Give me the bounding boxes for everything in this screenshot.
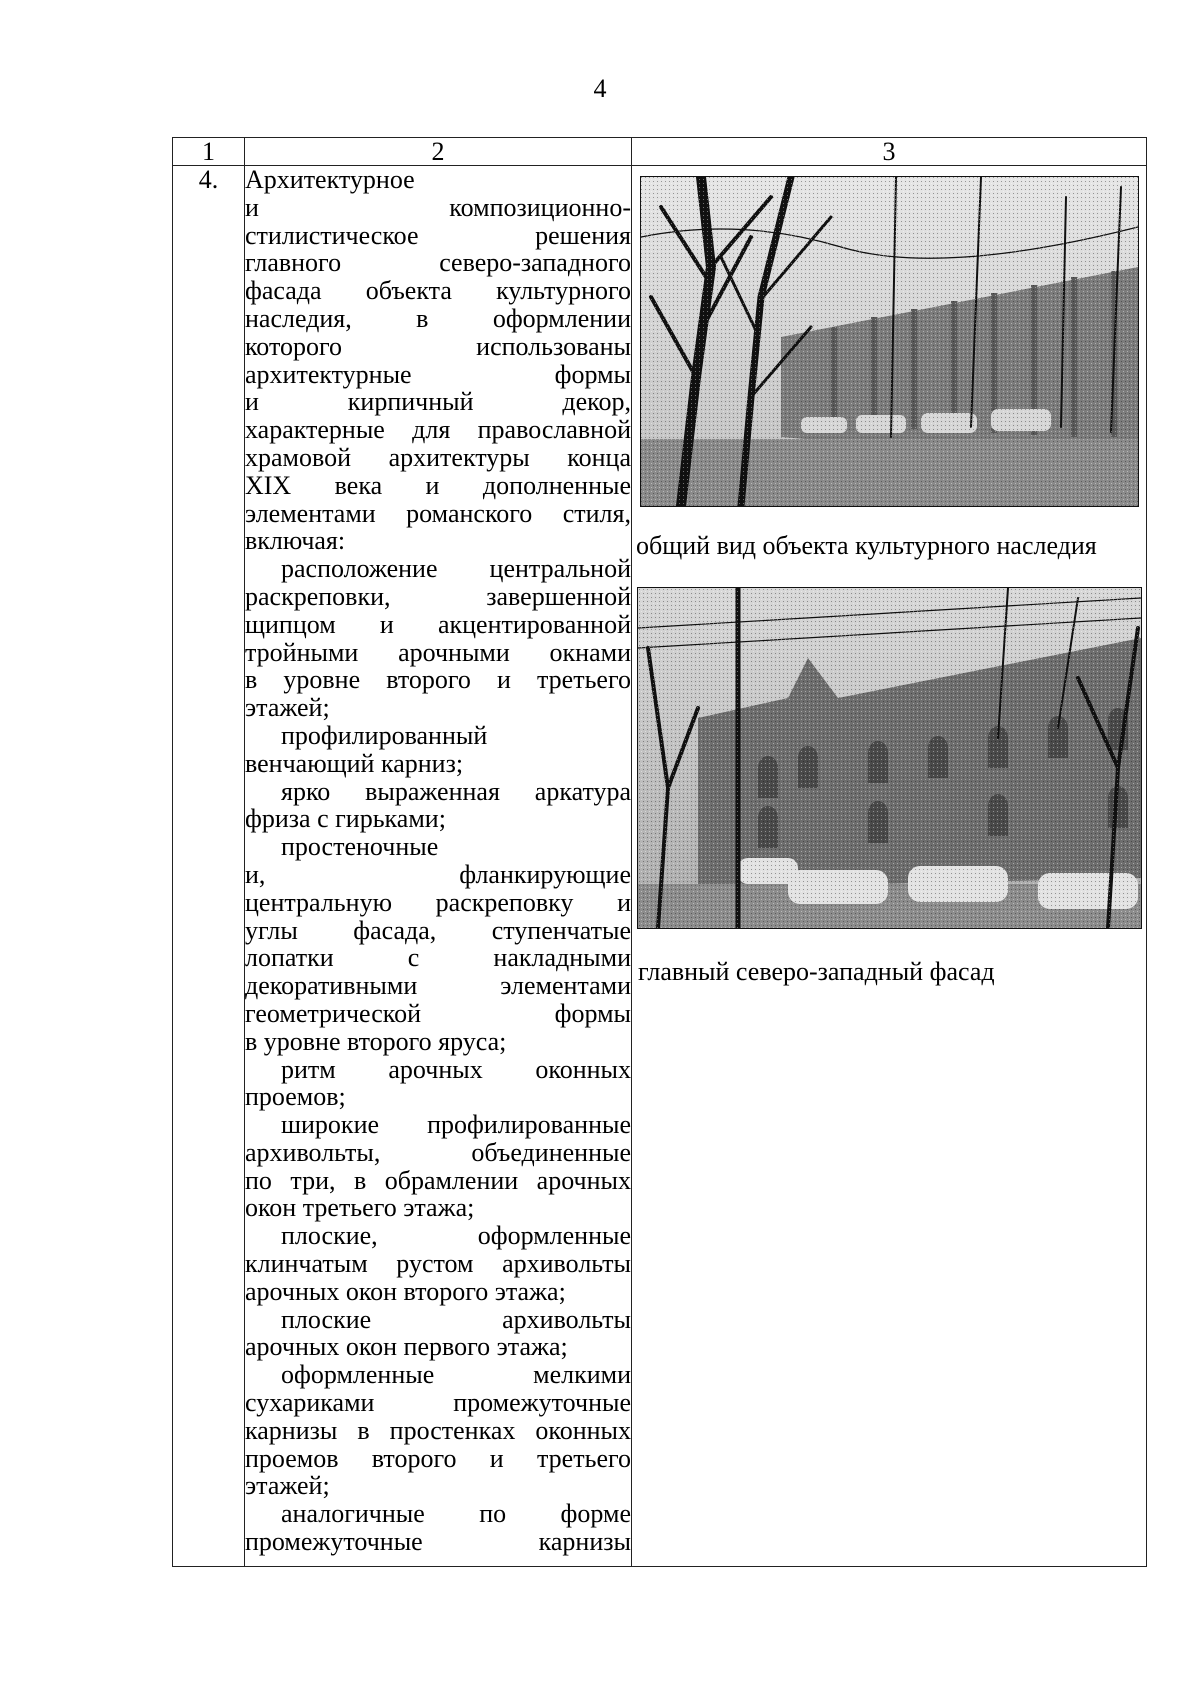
table-header-row (173, 138, 1147, 166)
description-cell (245, 166, 632, 1567)
description-line: лопатки с накладными (245, 943, 631, 973)
description-line: проемов второго и третьего (245, 1443, 631, 1473)
description-line: по три, в обрамлении арочных (245, 1165, 631, 1195)
description-line: архитектурные формы (245, 359, 631, 389)
description-line: профилированный (281, 720, 488, 750)
description-line: храмовой архитектуры конца (245, 442, 631, 472)
description-line: этажей; (245, 693, 330, 723)
general-view-photo (640, 176, 1139, 507)
description-line: клинчатым рустом архивольты (245, 1249, 631, 1279)
column-header-3: 3 (632, 138, 1147, 166)
description-line: арочных окон первого этажа; (245, 1332, 568, 1362)
column-header-2: 2 (245, 138, 632, 166)
description-line: плоские архивольты (281, 1304, 631, 1334)
description-line: проемов; (245, 1082, 346, 1112)
description-line: плоские, оформленные (281, 1221, 631, 1251)
description-line: щипцом и акцентированной (245, 609, 631, 639)
description-line: простеночные (281, 832, 439, 862)
description-line: элементами романского стиля, (245, 498, 631, 528)
description-line: расположение центральной (281, 554, 631, 584)
description-line: раскреповки, завершенной (245, 581, 631, 611)
description-line: этажей; (245, 1471, 330, 1501)
main-facade-photo (637, 587, 1142, 929)
description-line: фриза с гирьками; (245, 804, 446, 834)
row-number: 4. (173, 166, 245, 1567)
description-line: наследия, в оформлении (245, 303, 631, 333)
description-line: декоративными элементами (245, 971, 631, 1001)
description-line: венчающий карниз; (245, 748, 464, 778)
heritage-table (172, 137, 1147, 1567)
description-line: и, фланкирующие (245, 859, 631, 889)
description-line: в уровне второго и третьего (245, 665, 631, 695)
description-line: архивольты, объединенные (245, 1137, 631, 1167)
description-line: широкие профилированные (281, 1110, 631, 1140)
description-line: сухариками промежуточные (245, 1388, 631, 1418)
page-number: 4 (593, 74, 607, 103)
description-line: оформленные мелкими (281, 1360, 631, 1390)
description-line: углы фасада, ступенчатые (245, 915, 631, 945)
description-line: стилистическое решения (245, 220, 631, 250)
column-header-1: 1 (173, 138, 245, 166)
description-line: карнизы в простенках оконных (245, 1415, 631, 1445)
description-line: характерные для православной (245, 415, 631, 445)
description-line: аналогичные по форме (281, 1499, 631, 1529)
description-line: ярко выраженная аркатура (281, 776, 631, 806)
table-row (173, 166, 1147, 1567)
description-line: включая: (245, 526, 346, 556)
description-line: и кирпичный декор, (245, 387, 631, 417)
description-line: и композиционно- (245, 192, 631, 222)
description-line: XIX века и дополненные (245, 470, 631, 500)
description-line: центральную раскреповку и (245, 887, 631, 917)
description-line: окон третьего этажа; (245, 1193, 475, 1223)
description-line: арочных окон второго этажа; (245, 1276, 566, 1306)
description-line: фасада объекта культурного (245, 276, 631, 306)
description-line: в уровне второго яруса; (245, 1026, 507, 1056)
description-line: Архитектурное (245, 165, 415, 194)
description-line: ритм арочных оконных (281, 1054, 631, 1084)
photos-cell (632, 166, 1147, 1567)
description-line: главного северо-западного (245, 248, 631, 278)
description-line: тройными арочными окнами (245, 637, 631, 667)
photo-caption-main-facade: главный северо-западный фасад (638, 957, 995, 986)
photo-caption-general-view: общий вид объекта культурного наследия (636, 531, 1097, 560)
description-line: промежуточные карнизы (245, 1527, 631, 1557)
description-line: которого использованы (245, 331, 631, 361)
description-line: геометрической формы (245, 998, 631, 1028)
